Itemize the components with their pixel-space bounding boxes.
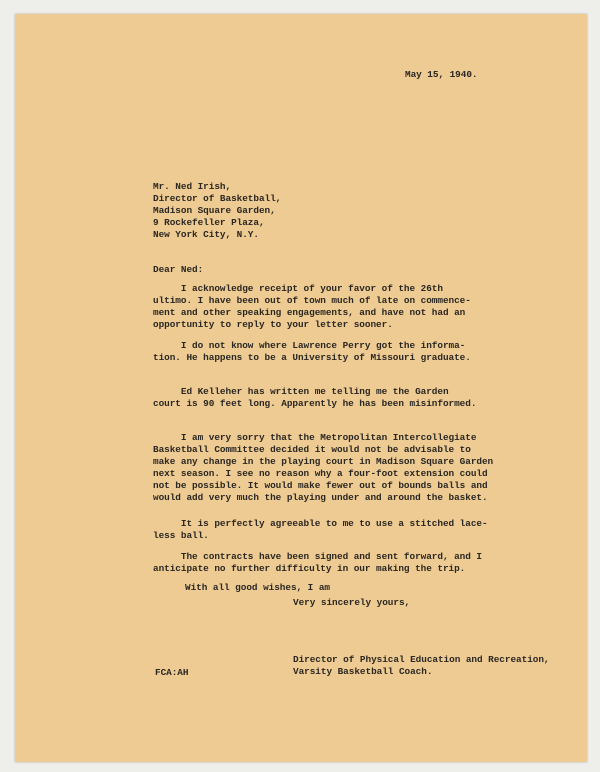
recipient-address (153, 181, 281, 241)
signature-line: Varsity Basketball Coach. (293, 666, 433, 677)
paragraph-perry (153, 340, 471, 364)
paragraph-line: would add very much the playing under and around the basket. (153, 492, 488, 503)
closing: Very sincerely yours, (293, 597, 411, 608)
address-line: New York City, N.Y. (153, 229, 259, 240)
paragraph-kelleher (153, 386, 476, 410)
paragraph-line: not be possible. It would make fewer out of bounds balls and (153, 480, 488, 491)
salutation: Dear Ned: (153, 264, 204, 275)
paragraph-line: The contracts have been signed and sent forward, and I (153, 551, 482, 562)
paragraph-line: ultimo. I have been out of town much of late on commence- (153, 295, 471, 306)
paragraph-line: make any change in the playing court in Madison Square Garden (153, 456, 494, 467)
paragraph-line: tion. He happens to be a University of Missouri graduate. (153, 352, 471, 363)
letter-date: May 15, 1940. (405, 69, 478, 80)
paragraph-line: Ed Kelleher has written me telling me the Garden (153, 386, 449, 397)
paragraph-line: ment and other speaking engagements, and have not had an (153, 307, 466, 318)
signature-line: Director of Physical Education and Recreation, (293, 654, 550, 665)
address-line: Mr. Ned Irish, (153, 181, 232, 192)
paragraph-line: I acknowledge receipt of your favor of the 26th (153, 283, 443, 294)
paragraph-receipt (153, 283, 471, 331)
address-line: Madison Square Garden, (153, 205, 276, 216)
address-line: 9 Rockefeller Plaza, (153, 217, 265, 228)
paragraph-line: less ball. (153, 530, 209, 541)
initials-text: FCA:AH (155, 667, 189, 678)
paragraph-ball (153, 518, 488, 542)
signature-title (293, 654, 550, 678)
good-wishes: With all good wishes, I am (185, 582, 330, 593)
paragraph-line: Basketball Committee decided it would not be advisable to (153, 444, 471, 455)
paragraph-line: It is perfectly agreeable to me to use a stitched lace- (153, 518, 488, 529)
address-line: Director of Basketball, (153, 193, 282, 204)
paragraph-line: opportunity to reply to your letter sooner. (153, 319, 393, 330)
reference-initials (155, 667, 188, 679)
paragraph-line: next season. I see no reason why a four-foot extension could (153, 468, 488, 479)
paragraph-line: I do not know where Lawrence Perry got the informa- (153, 340, 466, 351)
paragraph-contracts (153, 551, 482, 575)
paragraph-committee (153, 432, 493, 504)
paragraph-line: I am very sorry that the Metropolitan Intercollegiate (153, 432, 477, 443)
paragraph-line: court is 90 feet long. Apparently he has been misinformed. (153, 398, 477, 409)
paragraph-line: anticipate no further difficulty in our making the trip. (153, 563, 466, 574)
